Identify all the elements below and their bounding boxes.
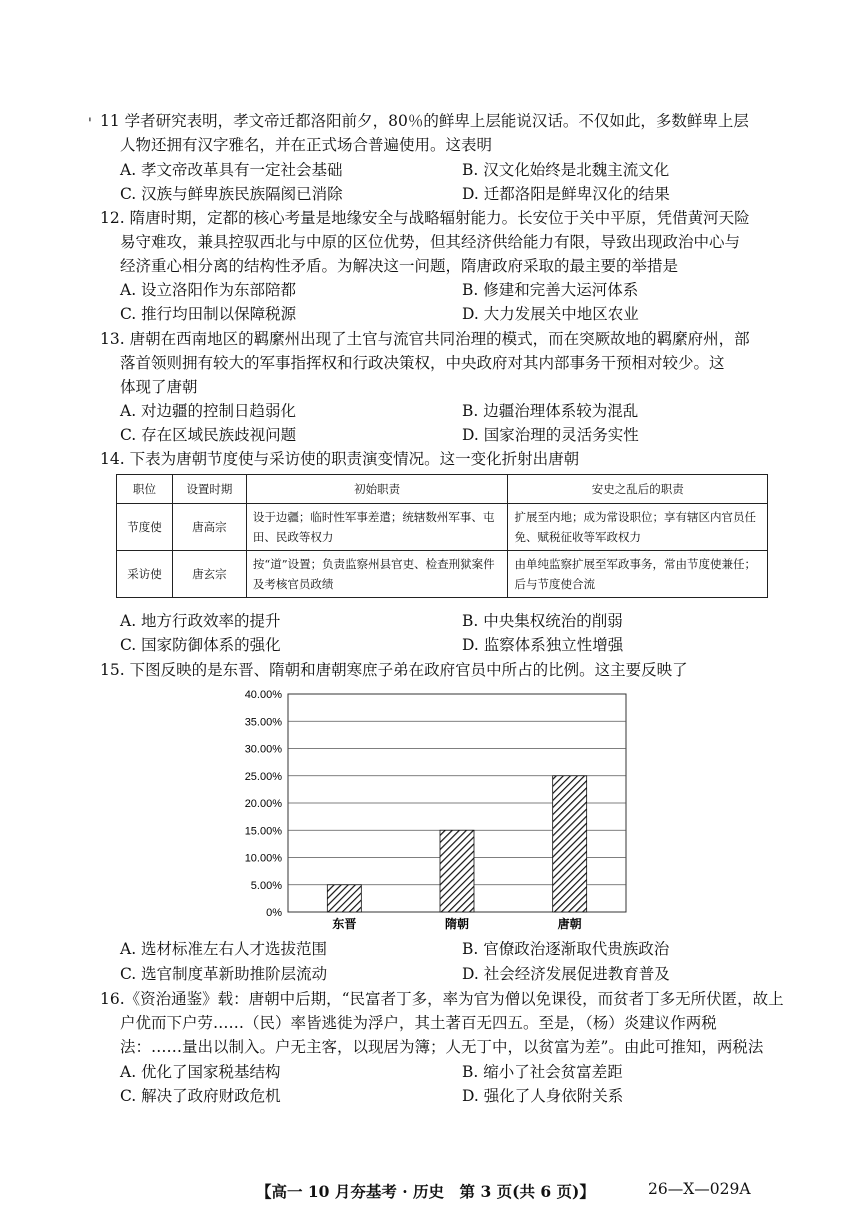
table-header-row xyxy=(117,475,768,504)
q16-option-c[interactable]: C. 解决了政府财政危机 xyxy=(120,1087,281,1105)
table-cell: 由单纯监察扩展至军政事务，常由节度使兼任；后与节度使合流 xyxy=(508,551,768,598)
y-tick-label: 30.00% xyxy=(244,743,282,756)
duty-evolution-table xyxy=(116,474,768,598)
x-tick-label: 隋朝 xyxy=(444,917,470,931)
table-cell: 节度使 xyxy=(117,504,173,551)
table-cell: 设于边疆；临时性军事差遣；统辖数州军事、屯田、民政等权力 xyxy=(246,504,508,551)
table-cell: 按“道”设置；负责监察州县官吏、检查刑狱案件及考核官员政绩 xyxy=(246,551,508,598)
y-tick-label: 5.00% xyxy=(250,879,282,892)
x-tick-label: 东晋 xyxy=(332,917,357,931)
q13-line-3: 体现了唐朝 xyxy=(120,378,198,396)
bar xyxy=(327,885,361,912)
y-tick-label: 40.00% xyxy=(244,689,282,701)
q11-option-a[interactable]: A. 孝文帝改革具有一定社会基础 xyxy=(120,161,343,179)
y-tick-label: 20.00% xyxy=(244,798,282,810)
q11-option-d[interactable]: D. 迁都洛阳是鲜卑汉化的结果 xyxy=(462,185,670,203)
q16-option-a[interactable]: A. 优化了国家税基结构 xyxy=(120,1063,281,1081)
q12-line-2: 易守难攻，兼具控驭西北与中原的区位优势，但其经济供给能力有限，导致出现政治中心与 xyxy=(120,233,741,251)
q12-line-3: 经济重心相分离的结构性矛盾。为解决这一问题，隋唐政府采取的最主要的举措是 xyxy=(120,257,679,275)
table-cell: 唐玄宗 xyxy=(172,551,246,598)
bar xyxy=(440,830,474,912)
q12-option-d[interactable]: D. 大力发展关中地区农业 xyxy=(462,305,639,323)
q11-option-b[interactable]: B. 汉文化始终是北魏主流文化 xyxy=(462,161,670,179)
y-tick-label: 0% xyxy=(266,907,282,919)
y-tick-label: 15.00% xyxy=(244,825,282,838)
q12-option-a[interactable]: A. 设立洛阳作为东部陪都 xyxy=(120,281,297,299)
y-axis-ticks xyxy=(245,689,283,919)
q15-option-a[interactable]: A. 选材标准左右人才选拔范围 xyxy=(120,940,328,958)
table-header: 设置时期 xyxy=(172,475,246,504)
page-footer-title: 【高一 10 月夯基考 · 历史 第 3 页(共 6 页)】 xyxy=(256,1182,595,1201)
q14-line-1: 14. 下表为唐朝节度使与采访使的职责演变情况。这一变化折射出唐朝 xyxy=(100,450,580,468)
q11-line-1: 11 学者研究表明，孝文帝迁都洛阳前夕，80％的鲜卑上层能说汉话。不仅如此，多数鲜卑上层 xyxy=(100,112,749,130)
q12-option-c[interactable]: C. 推行均田制以保障税源 xyxy=(120,305,297,323)
table-cell: 唐高宗 xyxy=(172,504,246,551)
table-cell: 扩展至内地；成为常设职位；享有辖区内官员任免、赋税征收等军政权力 xyxy=(508,504,768,551)
q16-line-1: 16.《资治通鉴》载：唐朝中后期，“民富者丁多，率为官为僧以免课役，而贫者丁多无所伏匿，故上 xyxy=(100,990,784,1008)
exam-code: 26—X—029A xyxy=(648,1180,751,1198)
q13-option-a[interactable]: A. 对边疆的控制日趋弱化 xyxy=(120,402,297,420)
table-header: 安史之乱后的职责 xyxy=(508,475,768,504)
y-tick-label: 35.00% xyxy=(244,716,282,729)
q13-line-2: 落首领则拥有较大的军事指挥权和行政决策权，中央政府对其内部事务干预相对较少。这 xyxy=(120,354,725,372)
x-tick-label: 唐朝 xyxy=(557,917,582,931)
q11-option-c[interactable]: C. 汉族与鲜卑族民族隔阂已消除 xyxy=(120,185,343,203)
q14-option-d[interactable]: D. 监察体系独立性增强 xyxy=(462,636,624,654)
y-tick-label: 25.00% xyxy=(244,770,282,783)
q13-option-d[interactable]: D. 国家治理的灵活务实性 xyxy=(462,426,639,444)
table-header: 职位 xyxy=(117,475,173,504)
q16-line-2: 户优而下户劳……（民）率皆逃徙为浮户，其土著百无四五。至是，（杨）炎建议作两税 xyxy=(120,1014,717,1032)
table-header: 初始职责 xyxy=(246,475,508,504)
table-cell: 采访使 xyxy=(117,551,173,598)
q15-line-1: 15. 下图反映的是东晋、隋朝和唐朝寒庶子弟在政府官员中所占的比例。这主要反映了 xyxy=(100,661,688,679)
q16-option-d[interactable]: D. 强化了人身依附关系 xyxy=(462,1087,624,1105)
q15-option-d[interactable]: D. 社会经济发展促进教育普及 xyxy=(462,965,670,983)
q14-option-a[interactable]: A. 地方行政效率的提升 xyxy=(120,612,281,630)
margin-mark: ' xyxy=(88,116,92,132)
y-tick-label: 10.00% xyxy=(244,852,282,865)
x-axis-ticks xyxy=(332,916,581,931)
official-ratio-bar-chart xyxy=(230,684,640,934)
q13-option-b[interactable]: B. 边疆治理体系较为混乱 xyxy=(462,402,639,420)
table-row xyxy=(117,551,768,598)
q16-option-b[interactable]: B. 缩小了社会贫富差距 xyxy=(462,1063,623,1081)
bar xyxy=(553,776,587,912)
q16-line-3: 法：……量出以制入。户无主客，以现居为簿；人无丁中，以贫富为差”。由此可推知，两税法 xyxy=(120,1038,764,1056)
q15-option-b[interactable]: B. 官僚政治逐渐取代贵族政治 xyxy=(462,940,670,958)
q12-line-1: 12. 隋唐时期，定都的核心考量是地缘安全与战略辐射能力。长安位于关中平原，凭借黄河天险 xyxy=(100,209,750,227)
q11-line-2: 人物还拥有汉字雅名，并在正式场合普遍使用。这表明 xyxy=(120,136,493,154)
table-row xyxy=(117,504,768,551)
q12-option-b[interactable]: B. 修建和完善大运河体系 xyxy=(462,281,639,299)
q15-option-c[interactable]: C. 选官制度革新助推阶层流动 xyxy=(120,965,328,983)
q13-line-1: 13. 唐朝在西南地区的羁縻州出现了土官与流官共同治理的模式，而在突厥故地的羁縻府州，部 xyxy=(100,330,750,348)
q14-option-c[interactable]: C. 国家防御体系的强化 xyxy=(120,636,281,654)
q14-option-b[interactable]: B. 中央集权统治的削弱 xyxy=(462,612,623,630)
q13-option-c[interactable]: C. 存在区域民族歧视问题 xyxy=(120,426,297,444)
